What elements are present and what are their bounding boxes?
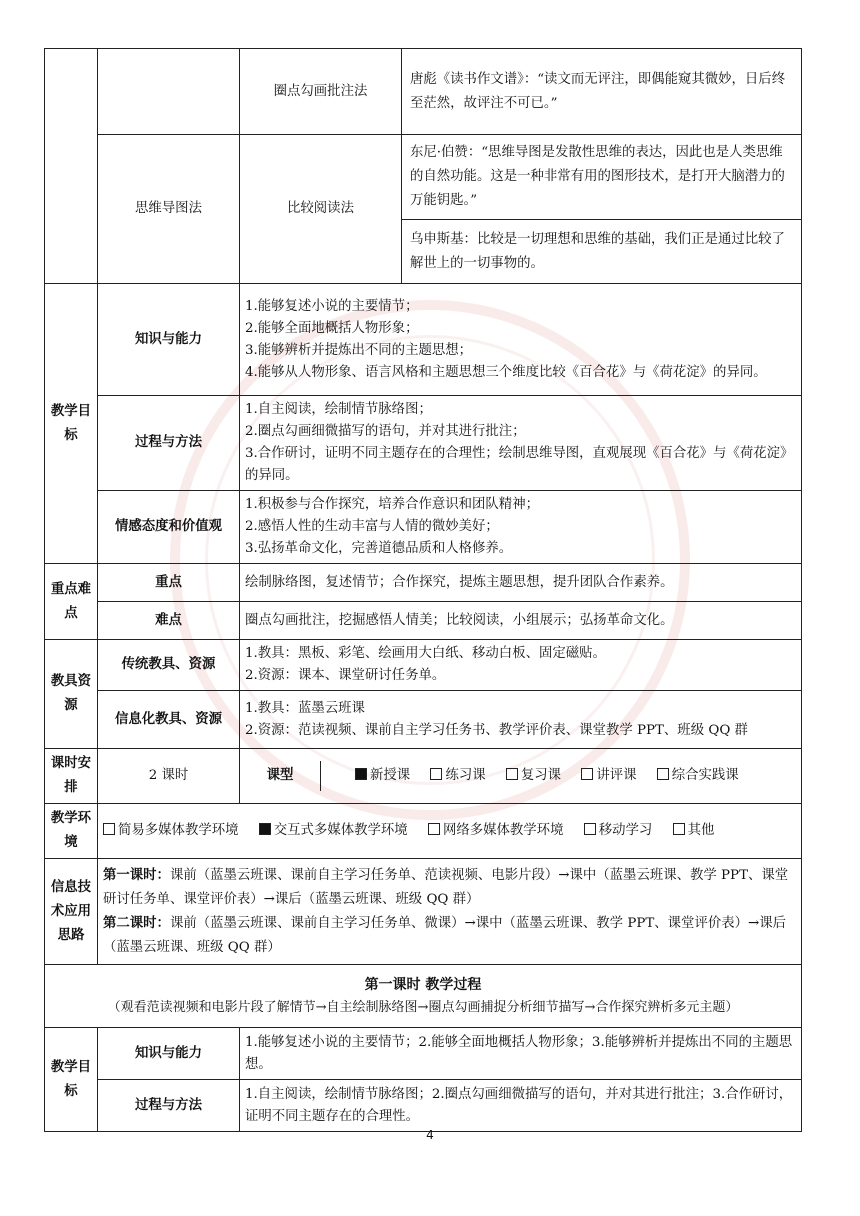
method-compare: 比较阅读法 [240, 135, 402, 284]
env-option-label: 简易多媒体教学环境 [118, 823, 239, 838]
env-option-label: 移动学习 [598, 823, 653, 838]
checkbox-icon [428, 823, 440, 835]
knowledge-list [240, 284, 802, 396]
key-label: 重点 [98, 564, 240, 602]
env-option[interactable] [673, 820, 715, 842]
emotion-item: 3.弘扬革命文化，完善道德品质和人格修养。 [245, 541, 513, 556]
method-annotation: 圈点勾画批注法 [240, 49, 402, 135]
lesson1-goals-label: 教学目标 [45, 1028, 98, 1132]
schedule-hours: 2 课时 [98, 749, 240, 804]
quote-ushinsky: 乌申斯基：比较是一切理想和思维的基础，我们正是通过比较了解世上的一切事物的。 [402, 220, 802, 284]
quote-tony-buzan: 东尼·伯赞：“思维导图是发散性思维的表达，因此也是人类思维的自然功能。这是一种非常有用的图形技术，是打开大脑潜力的万能钥匙。” [402, 135, 802, 220]
info-label: 信息化教具、资源 [98, 691, 240, 749]
keypoints-label: 重点难点 [45, 564, 98, 640]
type-option-label: 讲评课 [596, 768, 637, 783]
process-item: 2.圈点勾画细微描写的语句，并对其进行批注； [245, 424, 526, 439]
traditional-label: 传统教具、资源 [98, 640, 240, 691]
process-list [240, 396, 802, 491]
second-lesson-text: 课前（蓝墨云班课、课前自主学习任务单、微课）→课中（蓝墨云班课、教学 PPT、课堂评价表）→课后（蓝墨云班课、班级 QQ 群） [103, 915, 787, 955]
lesson-plan-table [44, 48, 802, 1132]
checkbox-icon [103, 823, 115, 835]
env-option[interactable] [428, 820, 564, 842]
type-cell [240, 749, 802, 804]
env-option[interactable] [103, 820, 239, 842]
emotion-item: 1.积极参与合作探究，培养合作意识和团队精神； [245, 497, 539, 512]
infotech-text [98, 859, 802, 965]
knowledge-item: 4.能够从人物形象、语言风格和主题思想三个维度比较《百合花》与《荷花淀》的异同。 [245, 364, 767, 380]
info-item: 2.资源：范读视频、课前自主学习任务书、教学评价表、课堂教学 PPT、班级 QQ 群 [245, 722, 748, 738]
schedule-label: 课时安排 [45, 749, 98, 804]
env-option-label: 其他 [687, 823, 715, 838]
first-lesson-text: 课前（蓝墨云班课、课前自主学习任务单、范读视频、电影片段）→课中（蓝墨云班课、教学 PPT、课堂研讨任务单、课堂评价表）→课后（蓝墨云班课、班级 QQ 群） [103, 867, 789, 907]
traditional-item: 2.资源：课本、课堂研讨任务单。 [245, 668, 446, 683]
type-option-label: 练习课 [445, 768, 486, 783]
resources-label: 教具资源 [45, 640, 98, 749]
knowledge-item: 2.能够全面地概括人物形象； [245, 320, 419, 336]
type-option-label: 复习课 [520, 768, 562, 783]
lesson1-process-label: 过程与方法 [98, 1080, 240, 1132]
method-blank-cell-2 [98, 49, 240, 135]
environment-options [98, 804, 802, 859]
emotion-label: 情感态度和价值观 [98, 491, 240, 564]
checkbox-checked-icon [355, 768, 367, 780]
env-option[interactable] [259, 820, 408, 842]
process-item: 3.合作研讨，证明不同主题存在的合理性；绘制思维导图，直观展现《百合花》与《荷花淀》的异同。 [245, 446, 794, 483]
env-option-label: 交互式多媒体教学环境 [273, 823, 408, 838]
process-item: 1.自主阅读，绘制情节脉络图； [245, 402, 432, 417]
checkbox-checked-icon [259, 823, 271, 835]
checkbox-icon [584, 823, 596, 835]
emotion-list [240, 491, 802, 564]
type-option[interactable] [506, 765, 561, 787]
lesson1-subtitle: （观看范读视频和电影片段了解情节→自主绘制脉络图→圈点勾画捕捉分析细节描写→合作探究辨析多元主题） [107, 1000, 739, 1015]
env-option[interactable] [584, 820, 653, 842]
lesson1-header [45, 965, 802, 1028]
type-option-label: 综合实践课 [671, 768, 739, 783]
checkbox-icon [506, 768, 518, 780]
infotech-label: 信息技术应用思路 [45, 859, 98, 965]
type-option-label: 新授课 [370, 768, 411, 783]
checkbox-icon [581, 768, 593, 780]
checkbox-icon [657, 768, 669, 780]
difficult-text: 圈点勾画批注，挖掘感悟人情美；比较阅读，小组展示；弘扬革命文化。 [240, 602, 802, 640]
knowledge-label: 知识与能力 [98, 284, 240, 396]
quote-tang-biao: 唐彪《读书作文谱》：“读文而无评注，即偶能窥其微妙，日后终至茫然，故评注不可已。” [402, 49, 802, 135]
type-inner [240, 761, 801, 791]
type-option[interactable] [430, 765, 485, 787]
lesson1-knowledge-text: 1.能够复述小说的主要情节；2.能够全面地概括人物形象；3.能够辨析并提炼出不同的主题思想。 [240, 1028, 802, 1080]
page-number: 4 [426, 1128, 434, 1142]
second-lesson-label: 第二课时： [103, 915, 170, 931]
goals-label: 教学目标 [45, 284, 98, 564]
type-option[interactable] [581, 765, 636, 787]
method-blank-cell [45, 49, 98, 284]
info-list [240, 691, 802, 749]
infotech-second [103, 912, 796, 960]
info-item: 1.教具：蓝墨云班课 [245, 700, 365, 716]
type-option[interactable] [657, 765, 739, 787]
process-label: 过程与方法 [98, 396, 240, 491]
lesson1-title: 第一课时 教学过程 [364, 977, 482, 993]
type-option[interactable] [355, 765, 410, 787]
checkbox-icon [430, 768, 442, 780]
type-label: 课型 [240, 761, 321, 791]
checkbox-icon [673, 823, 685, 835]
infotech-first [103, 864, 796, 912]
difficult-label: 难点 [98, 602, 240, 640]
lesson1-process-text: 1.自主阅读，绘制情节脉络图；2.圈点勾画细微描写的语句，并对其进行批注；3.合作研讨，证明不同主题存在的合理性。 [240, 1080, 802, 1132]
emotion-item: 2.感悟人性的生动丰富与人情的微妙美好； [245, 519, 499, 534]
knowledge-item: 1.能够复述小说的主要情节； [245, 298, 419, 314]
method-mindmap: 思维导图法 [98, 135, 240, 284]
key-text: 绘制脉络图，复述情节；合作探究，提炼主题思想，提升团队合作素养。 [240, 564, 802, 602]
traditional-list [240, 640, 802, 691]
knowledge-item: 3.能够辨析并提炼出不同的主题思想； [245, 342, 473, 358]
first-lesson-label: 第一课时： [103, 867, 170, 883]
environment-label: 教学环境 [45, 804, 98, 859]
env-option-label: 网络多媒体教学环境 [442, 823, 564, 838]
lesson1-knowledge-label: 知识与能力 [98, 1028, 240, 1080]
type-options [321, 761, 802, 791]
traditional-item: 1.教具：黑板、彩笔、绘画用大白纸、移动白板、固定磁贴。 [245, 646, 606, 661]
